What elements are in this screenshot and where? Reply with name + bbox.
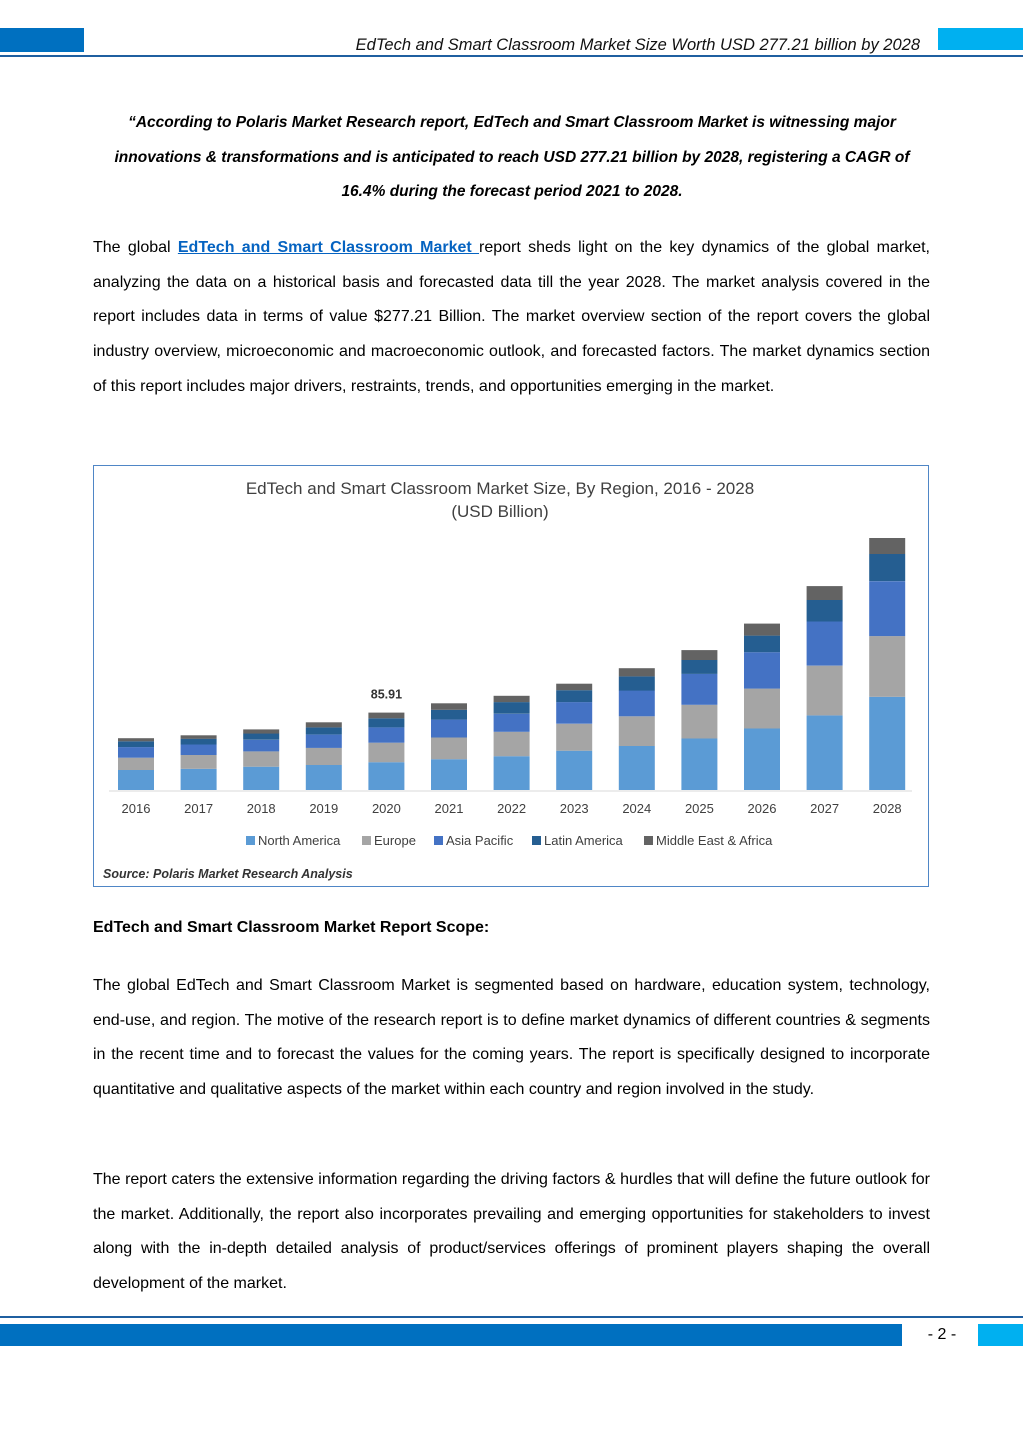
- intro-paragraph: [93, 231, 930, 405]
- legend-swatch: [434, 836, 443, 845]
- bar-segment: [556, 702, 592, 724]
- scope-paragraph-1: The global EdTech and Smart Classroom Market is segmented based on hardware, education system, technology, end-use, and region. The motive of the research report is to define market dynamics of different countries & segments in the recent time and to forecast the values for the coming years. The report is specifically designed to incorporate quantitative and qualitative aspects of the market within each country and region involved in the study.: [93, 977, 930, 1099]
- x-tick-label: 2028: [872, 801, 902, 816]
- bar-segment: [306, 765, 342, 790]
- bar-segment: [243, 734, 279, 740]
- bar-segment: [181, 735, 217, 739]
- x-tick-label: 2022: [497, 801, 527, 816]
- bar-segment: [619, 746, 655, 790]
- bar-segment: [807, 622, 843, 666]
- bar-segment: [181, 769, 217, 790]
- bar-segment: [556, 684, 592, 691]
- bar-segment: [118, 758, 154, 770]
- x-tick-label: 2016: [121, 801, 151, 816]
- bar-segment: [807, 600, 843, 622]
- bar-segment: [744, 652, 780, 688]
- x-tick-label: 2025: [684, 801, 714, 816]
- intro-quote: “According to Polaris Market Research report, EdTech and Smart Classroom Market is witnessing major innovations & transformations and is anticipated to reach USD 277.21 billion by 2028, registering a CAGR of 16.4% during the forecast period 2021 to 2028.: [114, 114, 910, 200]
- chart-container: [93, 465, 929, 887]
- bar-segment: [368, 713, 404, 719]
- chart-title: EdTech and Smart Classroom Market Size, By Region, 2016 - 2028: [245, 479, 755, 498]
- x-tick-label: 2027: [810, 801, 840, 816]
- bar-segment: [118, 741, 154, 747]
- data-label: 85.91: [370, 687, 403, 702]
- bar-segment: [807, 586, 843, 600]
- bar-segment: [744, 636, 780, 653]
- intro-prefix: The global: [93, 239, 178, 256]
- x-tick-label: 2023: [559, 801, 589, 816]
- legend-swatch: [362, 836, 371, 845]
- bar-segment: [556, 690, 592, 702]
- bar-segment: [619, 668, 655, 676]
- legend-label: Latin America: [544, 833, 623, 848]
- scope-paragraph-2: The report caters the extensive information regarding the driving factors & hurdles that will define the future outlook for the market. Additionally, the report also incorporates prevailing and emerging opportunities for stakeholders to invest along with the in-depth detailed analysis of product/services offerings of prominent players shaping the overall development of the market.: [93, 1171, 930, 1293]
- x-tick-label: 2021: [434, 801, 464, 816]
- x-tick-label: 2020: [371, 801, 401, 816]
- bar-segment: [556, 724, 592, 751]
- page-header-title: EdTech and Smart Classroom Market Size Worth USD 277.21 billion by 2028: [355, 36, 920, 54]
- market-size-chart: [94, 466, 927, 885]
- bar-segment: [368, 743, 404, 763]
- footer-bar: [0, 1324, 902, 1346]
- bar-segment: [368, 727, 404, 742]
- bar-segment: [807, 715, 843, 790]
- bar-segment: [243, 740, 279, 752]
- header-right-bar: [938, 28, 1023, 50]
- bar-segment: [744, 624, 780, 636]
- legend-label: North America: [258, 833, 341, 848]
- header-left-bar: [0, 28, 84, 52]
- bar-segment: [431, 710, 467, 720]
- bar-segment: [494, 702, 530, 714]
- legend-label: Asia Pacific: [446, 833, 514, 848]
- bar-segment: [431, 720, 467, 738]
- bar-segment: [306, 735, 342, 748]
- bar-segment: [306, 722, 342, 727]
- header-rule: [0, 55, 1023, 57]
- bar-segment: [494, 756, 530, 790]
- bar-segment: [869, 581, 905, 636]
- bar-segment: [431, 759, 467, 790]
- legend-swatch: [246, 836, 255, 845]
- bar-segment: [681, 705, 717, 739]
- legend-label: Europe: [374, 833, 416, 848]
- x-tick-label: 2019: [309, 801, 339, 816]
- bar-segment: [869, 538, 905, 554]
- bar-segment: [431, 738, 467, 760]
- bar-segment: [807, 666, 843, 716]
- bar-segment: [181, 745, 217, 756]
- footer-right-bar: [978, 1324, 1023, 1346]
- bar-segment: [744, 689, 780, 729]
- intro-suffix: report sheds light on the key dynamics of the global market, analyzing the data on a historical basis and forecasted data till the year 2028. The market analysis covered in the report includes data in terms of value $277.21 Billion. The market overview section of the report covers the global industry overview, microeconomic and macroeconomic outlook, and forecasted factors. The market dynamics section of this report includes major drivers, restraints, trends, and opportunities emerging in the market.: [93, 239, 930, 395]
- x-tick-label: 2018: [246, 801, 276, 816]
- bar-segment: [118, 770, 154, 790]
- bar-segment: [869, 697, 905, 790]
- bar-segment: [681, 650, 717, 660]
- bar-segment: [431, 703, 467, 710]
- bar-segment: [494, 714, 530, 732]
- market-report-link[interactable]: EdTech and Smart Classroom Market: [177, 239, 480, 256]
- legend-swatch: [532, 836, 541, 845]
- footer-rule: [0, 1316, 1023, 1318]
- bar-segment: [556, 751, 592, 790]
- legend-label: Middle East & Africa: [656, 833, 773, 848]
- bar-segment: [368, 718, 404, 727]
- bar-segment: [306, 748, 342, 765]
- bar-segment: [619, 676, 655, 690]
- chart-source: Source: Polaris Market Research Analysis: [103, 867, 353, 881]
- bar-segment: [181, 755, 217, 769]
- bar-segment: [494, 696, 530, 702]
- bar-segment: [869, 554, 905, 581]
- bar-segment: [243, 767, 279, 790]
- bar-segment: [243, 729, 279, 733]
- scope-heading: EdTech and Smart Classroom Market Report Scope:: [93, 919, 490, 936]
- bar-segment: [681, 739, 717, 791]
- page-number: - 2 -: [927, 1326, 957, 1343]
- bar-segment: [181, 739, 217, 745]
- bar-segment: [619, 716, 655, 746]
- bar-segment: [118, 747, 154, 758]
- bar-segment: [869, 636, 905, 697]
- legend-swatch: [644, 836, 653, 845]
- bar-segment: [306, 727, 342, 734]
- bar-segment: [243, 751, 279, 766]
- x-tick-label: 2017: [184, 801, 214, 816]
- x-tick-label: 2024: [622, 801, 652, 816]
- bar-segment: [744, 728, 780, 790]
- bar-segment: [368, 762, 404, 790]
- chart-subtitle: (USD Billion): [451, 502, 549, 521]
- bar-segment: [118, 738, 154, 741]
- bar-segment: [494, 732, 530, 756]
- bar-segment: [619, 691, 655, 717]
- x-tick-label: 2026: [747, 801, 777, 816]
- bar-segment: [681, 674, 717, 705]
- bar-segment: [681, 660, 717, 674]
